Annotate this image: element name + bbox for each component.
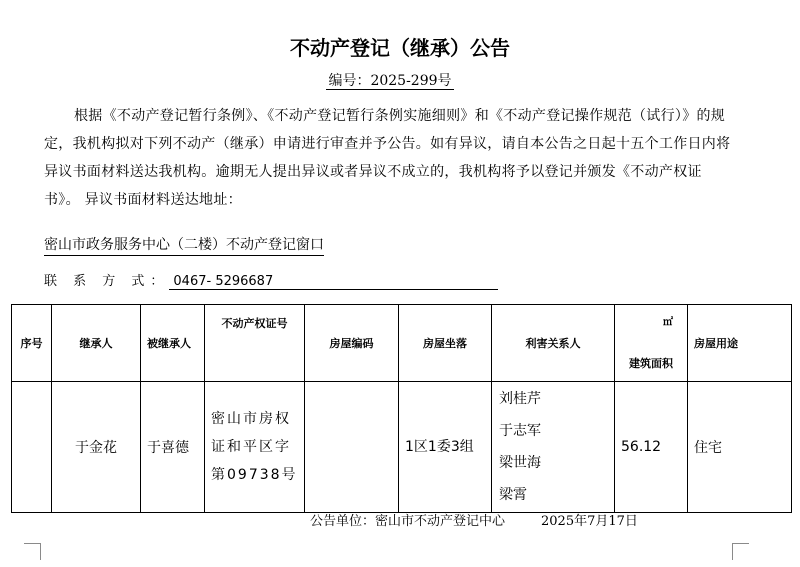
stakeholder-name: 梁霄 [499, 487, 527, 503]
cell-stakeholders [492, 382, 615, 513]
header-usage: 房屋用途 [688, 305, 792, 382]
stakeholder-name: 梁世海 [499, 455, 541, 471]
cell-area: 56.12 [615, 382, 688, 513]
stakeholder-name: 于志军 [499, 423, 541, 439]
contact-phone: 0467- 5296687 [169, 274, 498, 290]
contact-line [44, 270, 498, 290]
cell-cert-no: 密山市房权证和平区字第09738号 [205, 382, 305, 513]
header-location: 房屋坐落 [399, 305, 492, 382]
page-corner-mark-left [24, 543, 41, 560]
cell-heir: 于金花 [52, 382, 141, 513]
header-cert-no: 不动产权证号 [205, 305, 305, 382]
header-seq: 序号 [12, 305, 52, 382]
header-house-code: 房屋编码 [305, 305, 399, 382]
header-stakeholders: 利害关系人 [492, 305, 615, 382]
table-row [12, 382, 792, 513]
issuer: 公告单位：密山市不动产登记中心 [310, 514, 506, 529]
cell-location: 1区1委3组 [399, 382, 492, 513]
header-decedent: 被继承人 [141, 305, 205, 382]
document-serial-number [0, 70, 780, 90]
header-area [615, 305, 688, 382]
area-label: 建筑面积 [629, 357, 673, 370]
area-unit: ㎡ [663, 317, 673, 328]
cell-decedent: 于喜德 [141, 382, 205, 513]
notice-paragraph [44, 102, 734, 214]
inheritance-records-table [11, 304, 792, 513]
table-header-row [12, 305, 792, 382]
notice-text: 根据《不动产登记暂行条例》、《不动产登记暂行条例实施细则》和《不动产登记操作规范（试行）》的规定，我机构拟对下列不动产（继承）申请进行审查并予公告。如有异议，请自本公告之日起十五个工作日内将异议书面材料送达我机构。逾期无人提出异议或者异议不成立的，我机构将予以登记并颁发《不动产权证书》。 异议书面材料送达地址： [44, 108, 731, 208]
contact-label: 联 系 方 式： [44, 274, 170, 289]
stakeholder-name: 刘桂芹 [499, 391, 541, 407]
serial-text: 编号：2025-299号 [328, 73, 452, 89]
cell-seq [12, 382, 52, 513]
objection-address: 密山市政务服务中心（二楼）不动产登记窗口 [44, 234, 324, 256]
cell-usage: 住宅 [688, 382, 792, 513]
notice-date: 2025年7月17日 [541, 514, 638, 529]
page-corner-mark-right [732, 543, 749, 560]
cell-house-code [305, 382, 399, 513]
header-heir: 继承人 [52, 305, 141, 382]
notice-footer [310, 510, 638, 529]
document-title: 不动产登记（继承）公告 [290, 36, 510, 60]
